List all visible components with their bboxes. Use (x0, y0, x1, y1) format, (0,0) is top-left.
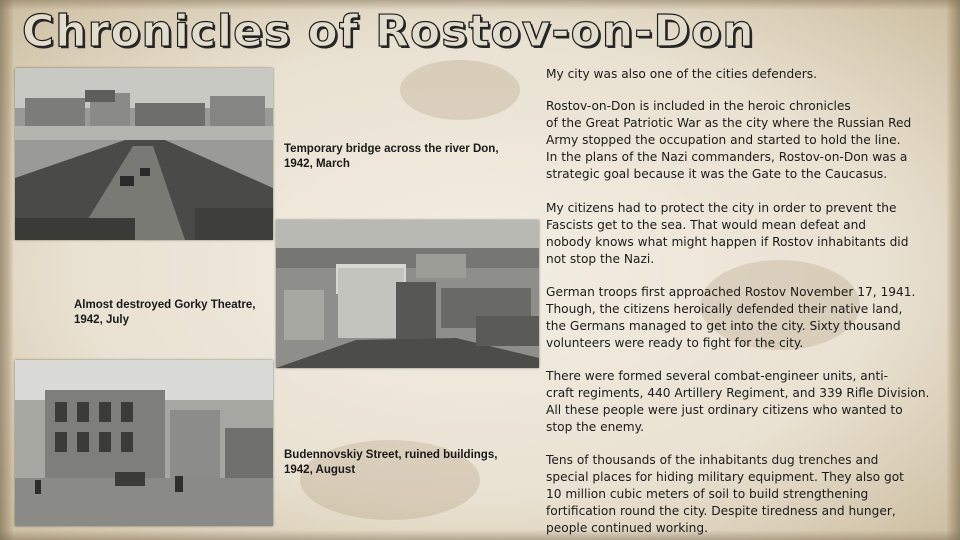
bridge-photo (15, 68, 273, 240)
bridge-caption: Temporary bridge across the river Don, 1942, March (284, 143, 499, 170)
paragraph-chronicles: Rostov-on-Don is included in the heroic chronicles of the Great Patriotic War as the city where the Russian Red Army stopped the occupation and started to hold the line. In the plans of the Nazi commanders, Rostov-on-Don was a strategic goal because it was the Gate to the Caucasus. (546, 99, 912, 181)
paragraph-protect: My citizens had to protect the city in order to prevent the Fascists get to the sea. That would mean defeat and nobody knows what might happen if Rostov inhabitants did not stop the Nazi. (546, 201, 909, 266)
paragraph-units: There were formed several combat-engineer units, anti- craft regiments, 440 Artillery Regiment, and 339 Rifle Division. All these people were just ordinary citizens who wanted to stop the enemy. (546, 369, 930, 434)
street-photo (15, 360, 273, 526)
street-caption: Budennovskiy Street, ruined buildings, 1942, August (284, 449, 498, 476)
theatre-caption: Almost destroyed Gorky Theatre, 1942, July (74, 299, 256, 326)
theatre-photo (276, 220, 539, 368)
paragraph-trenches: Tens of thousands of the inhabitants dug trenches and special places for hiding military equipment. They also got 10 million cubic meters of soil to build strengthening fortification round the city. Despite tiredness and hunger, people continued working. (546, 453, 904, 535)
text-column (546, 66, 956, 540)
paragraph-intro: My city was also one of the cities defenders. (546, 67, 817, 81)
page-title: Chronicles of Rostov-on-Don (22, 6, 755, 57)
paragraph-german-troops: German troops first approached Rostov November 17, 1941. Though, the citizens heroically defended their native land, the Germans managed to get into the city. Sixty thousand volunteers were ready to fight for the city. (546, 285, 916, 350)
